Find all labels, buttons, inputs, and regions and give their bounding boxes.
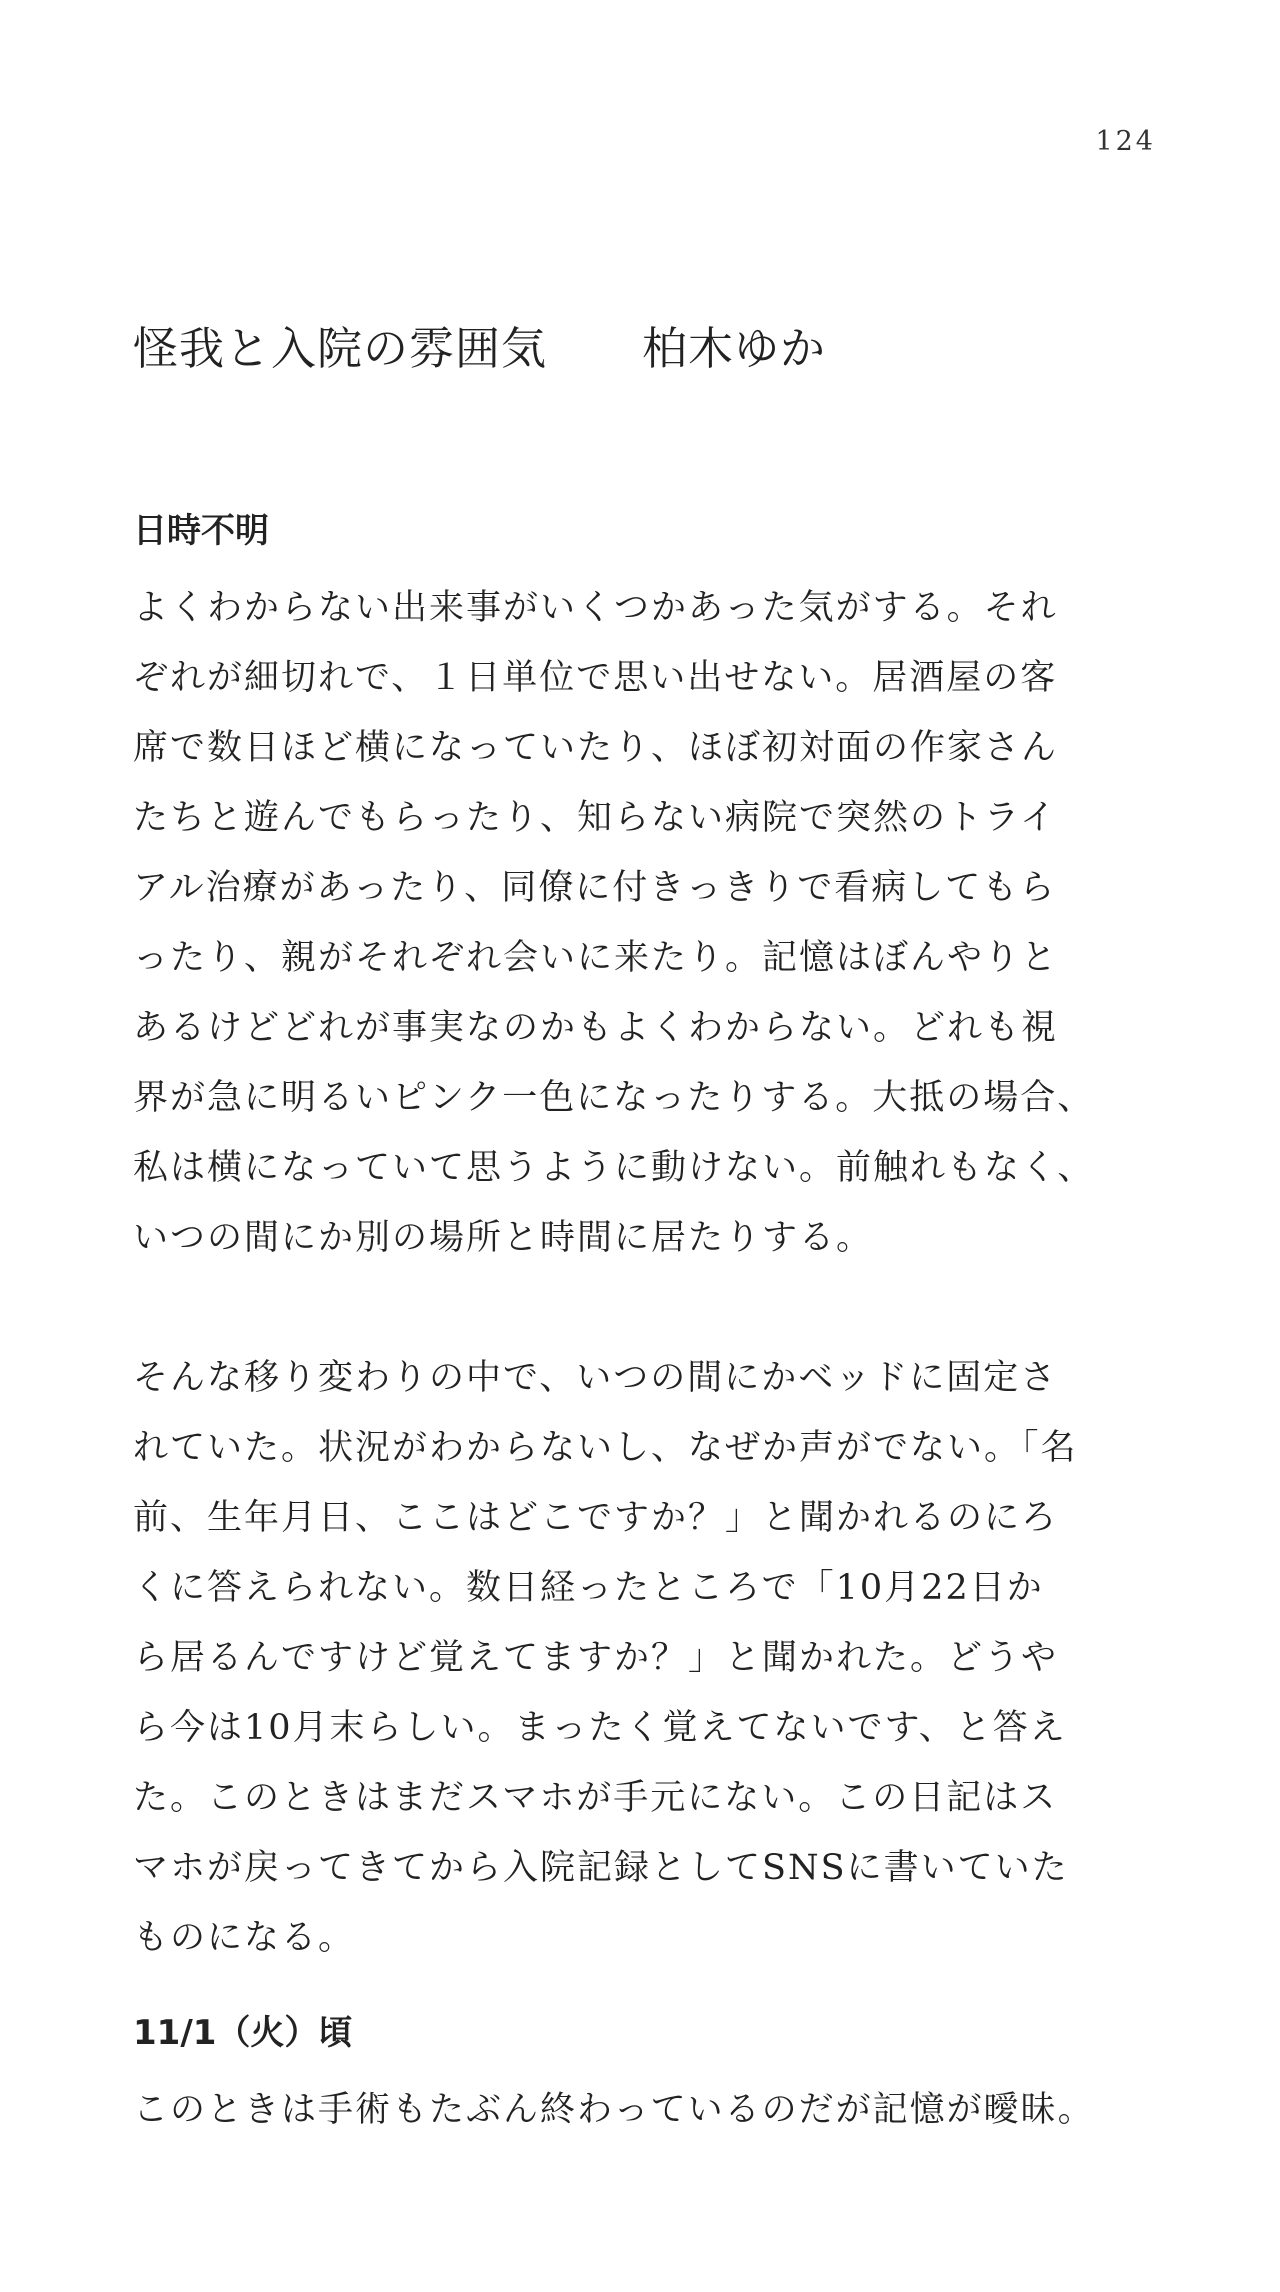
text-line: ら今は10月末らしい。まったく覚えてないです、と答え bbox=[133, 1708, 1067, 1748]
paragraph bbox=[133, 2075, 1173, 2145]
text-line: アル治療があったり、同僚に付きっきりで看病してもら bbox=[133, 868, 1057, 908]
text-line: 前、生年月日、ここはどこですか？」と聞かれるのにろ bbox=[133, 1498, 1059, 1538]
text-line: れていた。状況がわからないし、なぜか声がでない。「名 bbox=[133, 1428, 1078, 1468]
author-name: 柏木ゆか bbox=[642, 322, 827, 375]
article-header bbox=[133, 312, 826, 377]
paragraph bbox=[133, 573, 1173, 1273]
text-line: ぞれが細切れで、１日単位で思い出せない。居酒屋の客 bbox=[133, 658, 1058, 698]
article-title: 怪我と入院の雰囲気 bbox=[133, 322, 548, 375]
article-body bbox=[133, 505, 1173, 2145]
page-number: 124 bbox=[1095, 126, 1156, 157]
text-line: ものになる。 bbox=[133, 1918, 356, 1958]
text-line: くに答えられない。数日経ったところで「10月22日か bbox=[133, 1568, 1044, 1608]
text-line: このときは手術もたぶん終わっているのだが記憶が曖昧。 bbox=[133, 2090, 1095, 2130]
text-line: マホが戻ってきてから入院記録としてSNSに書いていた bbox=[133, 1848, 1069, 1888]
text-line: 私は横になっていて思うように動けない。前触れもなく、 bbox=[133, 1148, 1095, 1188]
text-line: 席で数日ほど横になっていたり、ほぼ初対面の作家さん bbox=[133, 728, 1059, 768]
text-line: ら居るんですけど覚えてますか？」と聞かれた。どうや bbox=[133, 1638, 1059, 1678]
text-line: たちと遊んでもらったり、知らない病院で突然のトライ bbox=[133, 798, 1057, 838]
text-line: ったり、親がそれぞれ会いに来たり。記憶はぼんやりと bbox=[133, 938, 1059, 978]
text-line: よくわからない出来事がいくつかあった気がする。それ bbox=[133, 588, 1058, 628]
text-line: た。このときはまだスマホが手元にない。この日記はス bbox=[133, 1778, 1058, 1818]
text-line: いつの間にか別の場所と時間に居たりする。 bbox=[133, 1218, 874, 1258]
text-line: 界が急に明るいピンク一色になったりする。大抵の場合、 bbox=[133, 1078, 1095, 1118]
text-line: あるけどどれが事実なのかもよくわからない。どれも視 bbox=[133, 1008, 1059, 1048]
section-heading: 日時不明 bbox=[133, 511, 269, 551]
section-heading: 11/1（火）頃 bbox=[133, 2013, 353, 2053]
paragraph bbox=[133, 1343, 1173, 1973]
text-line: そんな移り変わりの中で、いつの間にかベッドに固定さ bbox=[133, 1358, 1058, 1398]
